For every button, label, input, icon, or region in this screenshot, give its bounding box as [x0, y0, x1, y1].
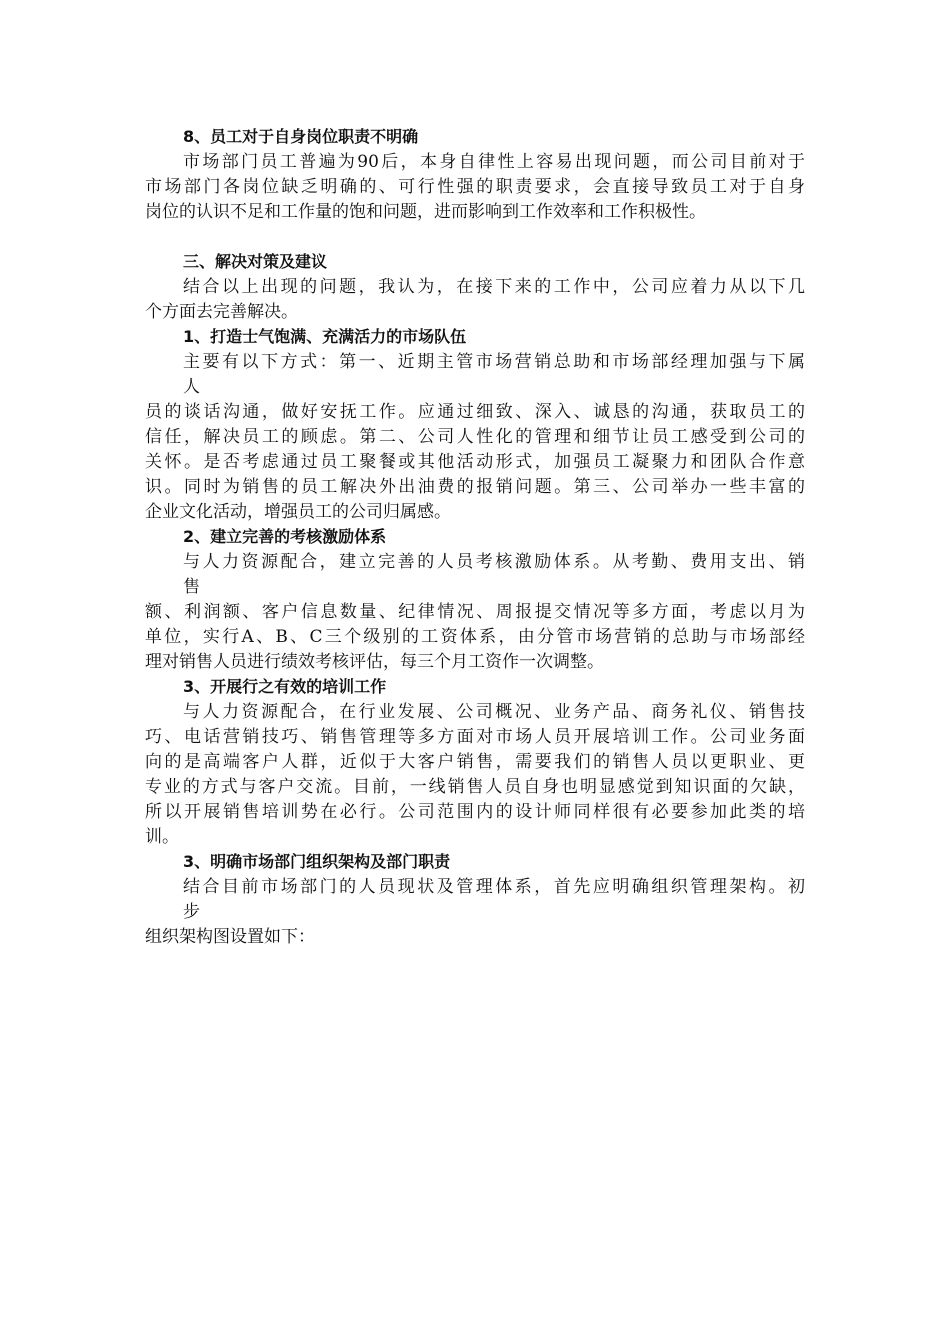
paragraph-line: 训。 — [145, 827, 179, 847]
paragraph-line: 个方面去完善解决。 — [145, 302, 298, 322]
section-heading: 2、建立完善的考核激励体系 — [183, 527, 387, 546]
paragraph-line: 识。同时为销售的员工解决外出油费的报销问题。第三、公司举办一些丰富的 — [145, 477, 805, 497]
section-heading: 3、开展行之有效的培训工作 — [183, 677, 387, 696]
paragraph-line: 理对销售人员进行绩效考核评估，每三个月工资作一次调整。 — [145, 652, 604, 672]
paragraph-line: 人 — [183, 377, 200, 397]
section-heading: 1、打造士气饱满、充满活力的市场队伍 — [183, 327, 467, 346]
paragraph-line: 市场部门各岗位缺乏明确的、可行性强的职责要求，会直接导致员工对于自身 — [145, 177, 805, 197]
paragraph-line: 所以开展销售培训势在必行。公司范围内的设计师同样很有必要参加此类的培 — [145, 802, 805, 822]
paragraph-line: 结合以上出现的问题，我认为，在接下来的工作中，公司应着力从以下几 — [183, 277, 805, 297]
paragraph-line: 专业的方式与客户交流。目前，一线销售人员自身也明显感觉到知识面的欠缺， — [145, 777, 805, 797]
paragraph-line: 岗位的认识不足和工作量的饱和问题，进而影响到工作效率和工作积极性。 — [145, 202, 706, 222]
paragraph-line: 组织架构图设置如下： — [145, 927, 315, 947]
paragraph-line: 结合目前市场部门的人员现状及管理体系，首先应明确组织管理架构。初 — [183, 877, 805, 897]
section-heading: 3、明确市场部门组织架构及部门职责 — [183, 852, 451, 871]
section-heading: 三、解决对策及建议 — [183, 252, 328, 271]
paragraph-line: 与人力资源配合，在行业发展、公司概况、业务产品、商务礼仪、销售技 — [183, 702, 805, 722]
paragraph-line: 巧、电话营销技巧、销售管理等多方面对市场人员开展培训工作。公司业务面 — [145, 727, 805, 747]
paragraph-line: 向的是高端客户人群，近似于大客户销售，需要我们的销售人员以更职业、更 — [145, 752, 805, 772]
paragraph-line: 市场部门员工普遍为90后，本身自律性上容易出现问题，而公司目前对于 — [183, 152, 805, 172]
paragraph-line: 单位，实行A、B、C三个级别的工资体系，由分管市场营销的总助与市场部经 — [145, 627, 805, 647]
paragraph-line: 步 — [183, 902, 200, 922]
paragraph-line: 售 — [183, 577, 200, 597]
paragraph-line: 员的谈话沟通，做好安抚工作。应通过细致、深入、诚恳的沟通，获取员工的 — [145, 402, 805, 422]
paragraph-line: 与人力资源配合，建立完善的人员考核激励体系。从考勤、费用支出、销 — [183, 552, 805, 572]
paragraph-line: 额、利润额、客户信息数量、纪律情况、周报提交情况等多方面，考虑以月为 — [145, 602, 805, 622]
paragraph-line: 主要有以下方式：第一、近期主管市场营销总助和市场部经理加强与下属 — [183, 352, 805, 372]
paragraph-line: 企业文化活动，增强员工的公司归属感。 — [145, 502, 451, 522]
section-heading: 8、员工对于自身岗位职责不明确 — [183, 127, 419, 146]
paragraph-line: 关怀。是否考虑通过员工聚餐或其他活动形式，加强员工凝聚力和团队合作意 — [145, 452, 805, 472]
paragraph-line: 信任，解决员工的顾虑。第二、公司人性化的管理和细节让员工感受到公司的 — [145, 427, 805, 447]
